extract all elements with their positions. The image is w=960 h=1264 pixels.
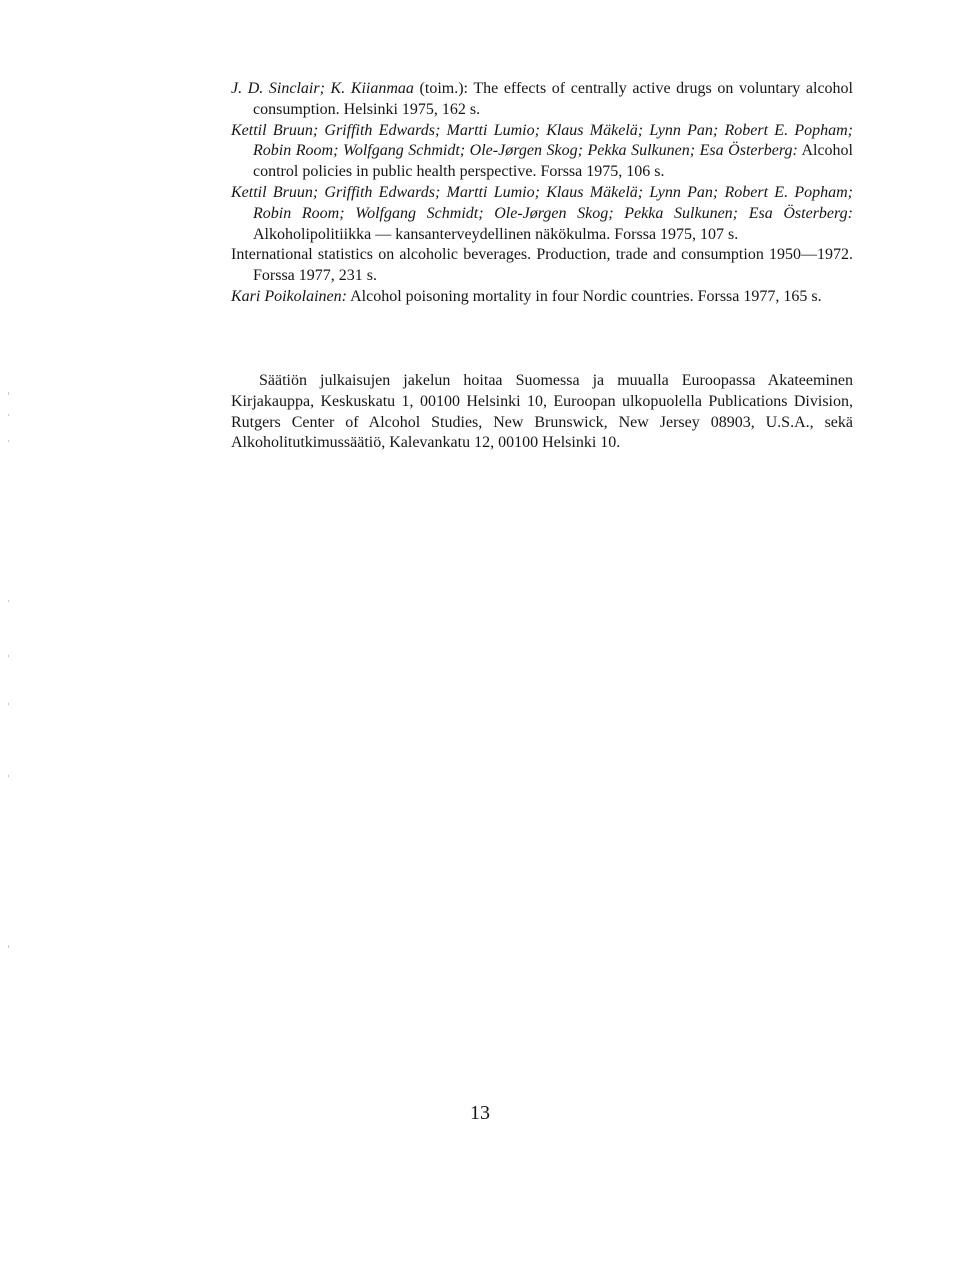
publication-entry xyxy=(231,245,853,287)
publication-authors: Kari Poikolainen: xyxy=(231,287,347,305)
scan-speck xyxy=(8,775,9,777)
publication-entry xyxy=(231,287,853,308)
publication-entry xyxy=(231,183,853,245)
scan-speck xyxy=(8,600,9,602)
publication-title: Alcohol poisoning mortality in four Nordic countries. Forssa 1977, 165 s. xyxy=(346,287,822,305)
publication-entry xyxy=(231,121,853,183)
publication-entry xyxy=(231,79,853,121)
scan-speck xyxy=(8,392,9,395)
publication-authors: J. D. Sinclair; K. Kiianmaa xyxy=(231,80,414,97)
publication-list xyxy=(231,79,853,308)
publication-title: International statistics on alcoholic beverages. Production, trade and consumption 1950—1972. Forssa 1977, 231 s. xyxy=(231,246,853,285)
scan-speck xyxy=(8,703,9,705)
scan-speck xyxy=(8,655,9,657)
publication-title: Alcohol control policies in public health perspective. Forssa 1975, 106 s. xyxy=(253,142,853,181)
page-number: 13 xyxy=(470,1102,490,1124)
scan-speck xyxy=(8,945,9,948)
publication-authors: Kettil Bruun; Griffith Edwards; Martti Lumio; Klaus Mäkelä; Lynn Pan; Robert E. Popham; Robin Room; Wolfgang Schmidt; Ole-Jørgen Skog; Pekka Sulkunen; Esa Österberg: xyxy=(231,183,853,222)
publication-title: Alkoholipolitiikka — kansanterveydellinen näkökulma. Forssa 1975, 107 s. xyxy=(253,225,739,243)
scan-speck xyxy=(8,414,9,416)
distribution-paragraph: Säätiön julkaisujen jakelun hoitaa Suomessa ja muualla Euroopassa Akateeminen Kirjakauppa, Keskuskatu 1, 00100 Helsinki 10, Euroopan ulkopuolella Publications Division, Rutgers Center of Alcohol Studies, New Brunswick, New Jersey 08903, U.S.A., sekä Alkoholitutkimussäätiö, Kalevankatu 12, 00100 Helsinki 10. xyxy=(231,372,853,452)
publication-authors: Kettil Bruun; Griffith Edwards; Martti Lumio; Klaus Mäkelä; Lynn Pan; Robert E. Popham; Robin Room; Wolfgang Schmidt; Ole-Jørgen Skog; Pekka Sulkunen; Esa Österberg: xyxy=(231,121,853,160)
publication-title: (toim.): The effects of centrally active drugs on voluntary alcohol consumption. Helsinki 1975, 162 s. xyxy=(253,80,854,118)
scan-speck xyxy=(8,440,9,442)
